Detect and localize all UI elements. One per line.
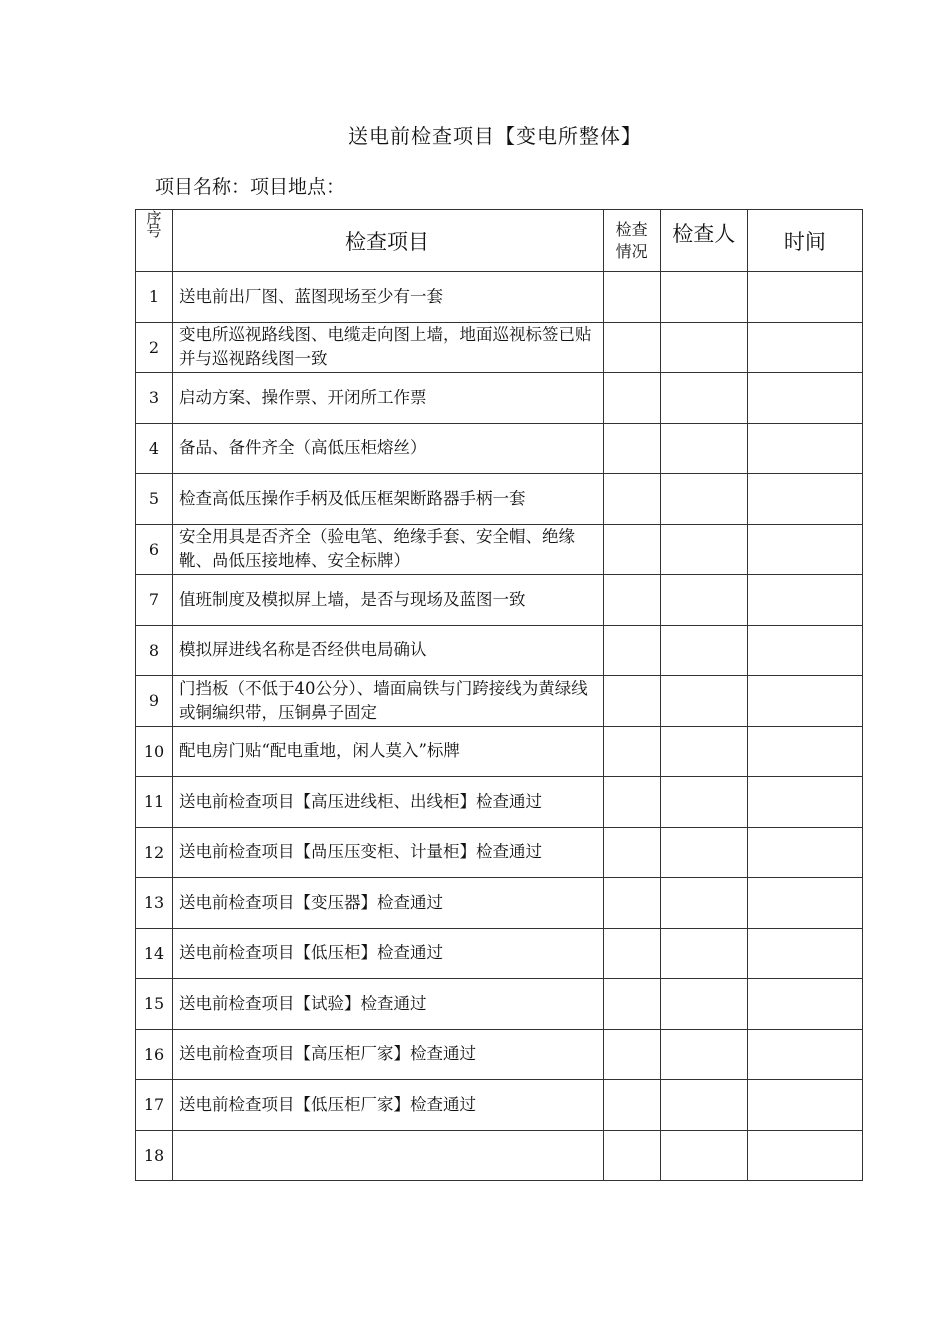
row-serial-number: 12 <box>136 827 173 878</box>
row-serial-number: 13 <box>136 878 173 929</box>
row-check-item: 门挡板（不低于40公分）、墙面扁铁与门跨接线为黄绿线或铜编织带，压铜鼻子固定 <box>173 676 604 727</box>
header-inspector: 检查人 <box>660 210 747 272</box>
row-check-item: 送电前检查项目【高压进线柜、出线柜】检查通过 <box>173 777 604 828</box>
header-serial-number-text: 序 号 <box>146 209 162 240</box>
row-check-item: 送电前检查项目【变压器】检查通过 <box>173 878 604 929</box>
row-time-cell[interactable] <box>747 1080 862 1131</box>
row-serial-number: 10 <box>136 726 173 777</box>
row-time-cell[interactable] <box>747 423 862 474</box>
row-check-item: 变电所巡视路线图、电缆走向图上墙，地面巡视标签已贴并与巡视路线图一致 <box>173 322 604 373</box>
row-time-cell[interactable] <box>747 575 862 626</box>
row-check-status-cell[interactable] <box>603 474 660 525</box>
row-serial-number: 2 <box>136 322 173 373</box>
inspection-table <box>135 209 863 1181</box>
row-serial-number: 7 <box>136 575 173 626</box>
row-serial-number: 3 <box>136 373 173 424</box>
row-inspector-cell[interactable] <box>660 878 747 929</box>
row-time-cell[interactable] <box>747 1029 862 1080</box>
table-row <box>136 676 863 727</box>
row-serial-number: 9 <box>136 676 173 727</box>
table-header-row <box>136 210 863 272</box>
row-inspector-cell[interactable] <box>660 524 747 575</box>
row-check-item: 备品、备件齐全（高低压柜熔丝） <box>173 423 604 474</box>
row-inspector-cell[interactable] <box>660 474 747 525</box>
table-row <box>136 878 863 929</box>
row-serial-number: 18 <box>136 1130 173 1181</box>
table-row <box>136 979 863 1030</box>
row-check-item: 安全用具是否齐全（验电笔、绝缘手套、安全帽、绝缘靴、咼低压接地棒、安全标牌） <box>173 524 604 575</box>
row-time-cell[interactable] <box>747 928 862 979</box>
document-title: 送电前检查项目【变电所整体】 <box>348 124 642 148</box>
row-serial-number: 11 <box>136 777 173 828</box>
row-time-cell[interactable] <box>747 676 862 727</box>
row-check-status-cell[interactable] <box>603 625 660 676</box>
table-row <box>136 322 863 373</box>
row-check-status-cell[interactable] <box>603 777 660 828</box>
table-row <box>136 928 863 979</box>
table-row <box>136 474 863 525</box>
row-time-cell[interactable] <box>747 524 862 575</box>
row-time-cell[interactable] <box>747 272 862 323</box>
table-row <box>136 726 863 777</box>
row-time-cell[interactable] <box>747 373 862 424</box>
row-check-status-cell[interactable] <box>603 524 660 575</box>
row-check-item: 送电前检查项目【试验】检查通过 <box>173 979 604 1030</box>
table-row <box>136 1130 863 1181</box>
row-inspector-cell[interactable] <box>660 827 747 878</box>
row-time-cell[interactable] <box>747 777 862 828</box>
row-check-status-cell[interactable] <box>603 272 660 323</box>
row-check-status-cell[interactable] <box>603 1130 660 1181</box>
header-check-item: 检查项目 <box>173 210 604 272</box>
row-time-cell[interactable] <box>747 726 862 777</box>
row-time-cell[interactable] <box>747 625 862 676</box>
row-check-item: 送电前检查项目【低压柜】检查通过 <box>173 928 604 979</box>
row-check-status-cell[interactable] <box>603 322 660 373</box>
row-check-status-cell[interactable] <box>603 827 660 878</box>
row-inspector-cell[interactable] <box>660 676 747 727</box>
row-inspector-cell[interactable] <box>660 423 747 474</box>
row-inspector-cell[interactable] <box>660 1029 747 1080</box>
row-check-item <box>173 1130 604 1181</box>
row-time-cell[interactable] <box>747 827 862 878</box>
row-check-item: 送电前检查项目【低压柜厂家】检查通过 <box>173 1080 604 1131</box>
row-check-item: 送电前检查项目【高压柜厂家】检查通过 <box>173 1029 604 1080</box>
row-check-item: 模拟屏进线名称是否经供电局确认 <box>173 625 604 676</box>
row-check-item: 送电前检查项目【咼压压变柜、计量柜】检查通过 <box>173 827 604 878</box>
row-inspector-cell[interactable] <box>660 777 747 828</box>
row-inspector-cell[interactable] <box>660 979 747 1030</box>
row-check-status-cell[interactable] <box>603 423 660 474</box>
row-check-status-cell[interactable] <box>603 575 660 626</box>
table-row <box>136 575 863 626</box>
header-time: 时间 <box>747 210 862 272</box>
table-row <box>136 827 863 878</box>
row-inspector-cell[interactable] <box>660 1080 747 1131</box>
project-name-label: 项目名称： <box>155 176 251 198</box>
row-inspector-cell[interactable] <box>660 322 747 373</box>
row-check-status-cell[interactable] <box>603 1080 660 1131</box>
row-check-status-cell[interactable] <box>603 1029 660 1080</box>
row-check-item: 检查高低压操作手柄及低压框架断路器手柄一套 <box>173 474 604 525</box>
row-inspector-cell[interactable] <box>660 1130 747 1181</box>
inspection-table-body <box>136 272 863 1181</box>
row-check-status-cell[interactable] <box>603 928 660 979</box>
table-row <box>136 1080 863 1131</box>
row-serial-number: 17 <box>136 1080 173 1131</box>
table-row <box>136 524 863 575</box>
row-check-status-cell[interactable] <box>603 878 660 929</box>
row-inspector-cell[interactable] <box>660 625 747 676</box>
row-serial-number: 5 <box>136 474 173 525</box>
row-serial-number: 15 <box>136 979 173 1030</box>
row-check-item: 值班制度及模拟屏上墙，是否与现场及蓝图一致 <box>173 575 604 626</box>
row-serial-number: 16 <box>136 1029 173 1080</box>
table-row <box>136 1029 863 1080</box>
table-row <box>136 373 863 424</box>
row-time-cell[interactable] <box>747 878 862 929</box>
project-location-label: 项目地点： <box>250 176 346 198</box>
header-serial-number <box>136 210 173 272</box>
table-row <box>136 777 863 828</box>
table-row <box>136 423 863 474</box>
row-check-status-cell[interactable] <box>603 726 660 777</box>
row-serial-number: 1 <box>136 272 173 323</box>
row-check-item: 启动方案、操作票、开闭所工作票 <box>173 373 604 424</box>
project-info-line <box>155 172 345 199</box>
row-serial-number: 6 <box>136 524 173 575</box>
row-serial-number: 14 <box>136 928 173 979</box>
row-inspector-cell[interactable] <box>660 272 747 323</box>
row-inspector-cell[interactable] <box>660 928 747 979</box>
table-row <box>136 625 863 676</box>
row-inspector-cell[interactable] <box>660 726 747 777</box>
table-row <box>136 272 863 323</box>
row-check-status-cell[interactable] <box>603 373 660 424</box>
row-time-cell[interactable] <box>747 1130 862 1181</box>
row-inspector-cell[interactable] <box>660 575 747 626</box>
row-inspector-cell[interactable] <box>660 373 747 424</box>
row-serial-number: 8 <box>136 625 173 676</box>
row-check-item: 配电房门贴“配电重地，闲人莫入”标牌 <box>173 726 604 777</box>
row-time-cell[interactable] <box>747 979 862 1030</box>
header-check-status <box>603 210 660 272</box>
row-check-status-cell[interactable] <box>603 979 660 1030</box>
row-check-item: 送电前出厂图、蓝图现场至少有一套 <box>173 272 604 323</box>
row-check-status-cell[interactable] <box>603 676 660 727</box>
row-serial-number: 4 <box>136 423 173 474</box>
row-time-cell[interactable] <box>747 322 862 373</box>
row-time-cell[interactable] <box>747 474 862 525</box>
header-check-status-text: 检查 情况 <box>615 219 648 261</box>
